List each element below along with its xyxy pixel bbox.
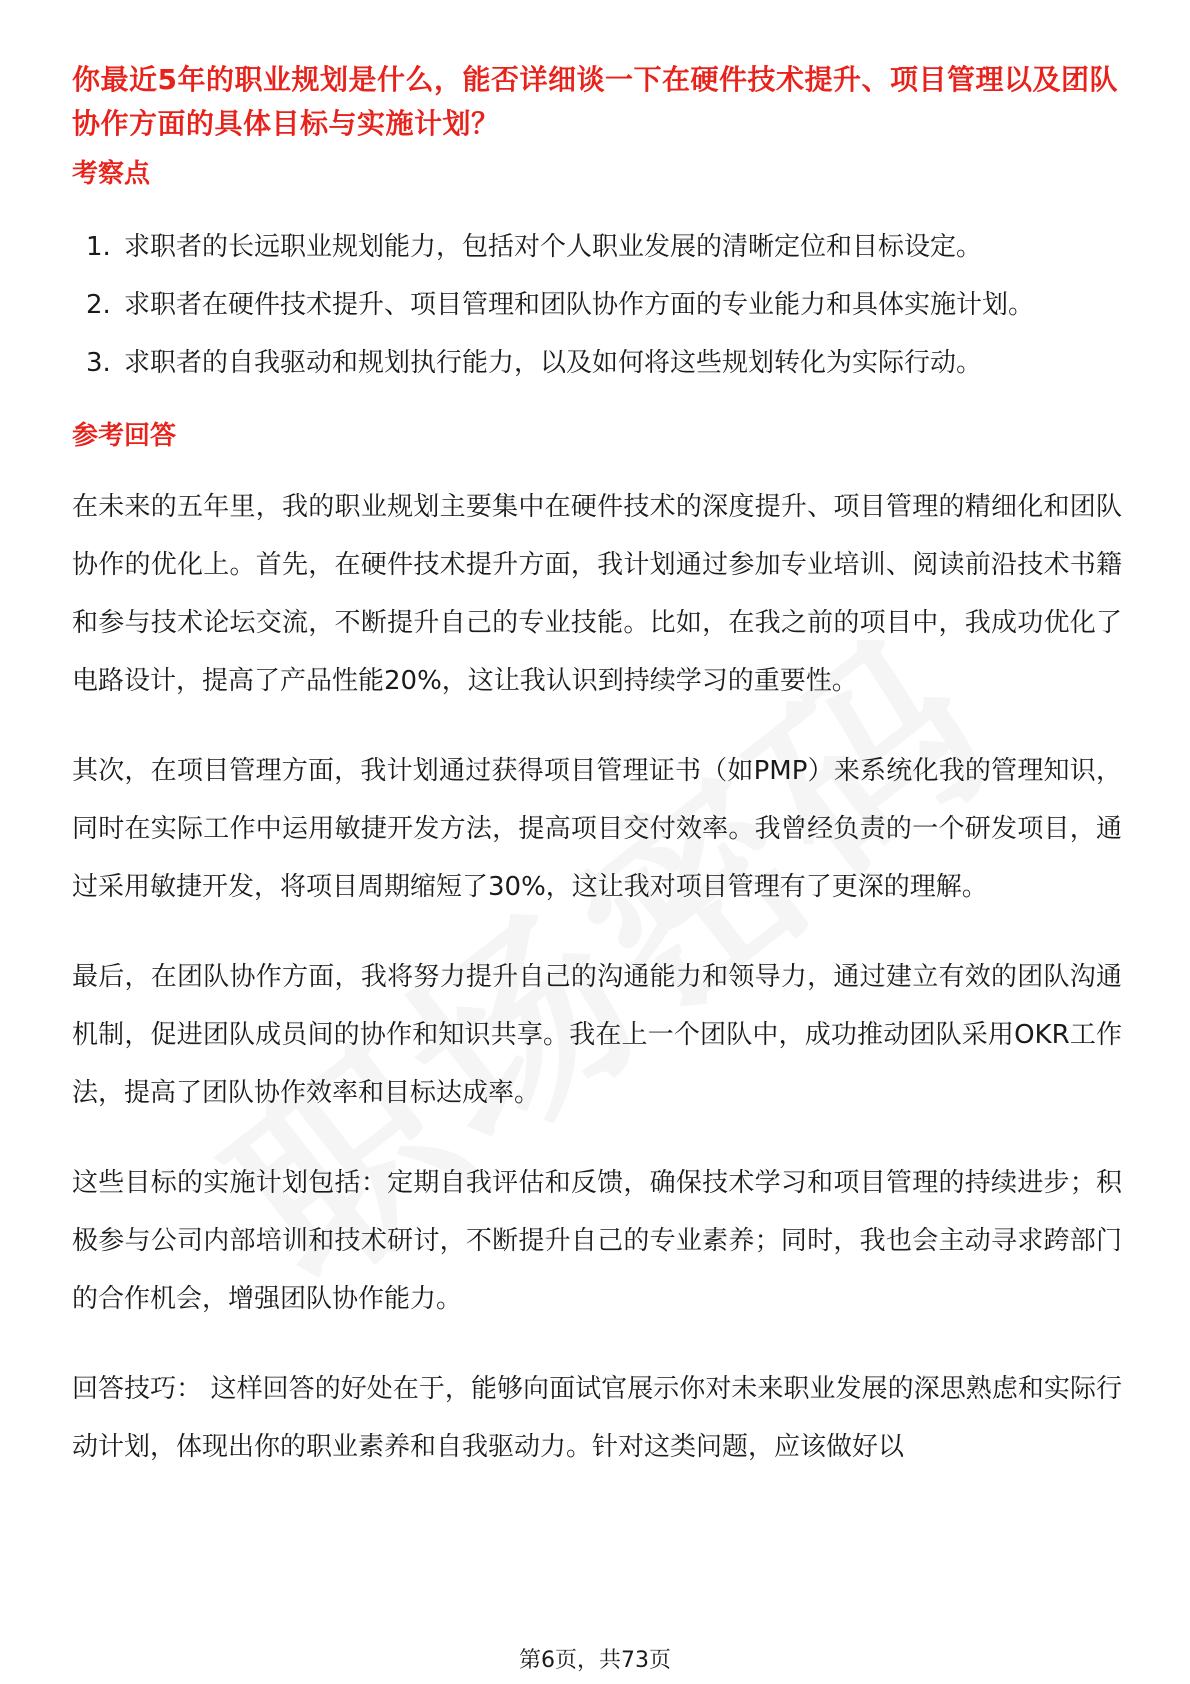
focus-point [72,334,1122,392]
focus-point-text: 求职者的长远职业规划能力，包括对个人职业发展的清晰定位和目标设定。 [124,232,983,262]
focus-point [72,276,1122,334]
answer-tips-paragraph: 回答技巧： 这样回答的好处在于，能够向面试官展示你对未来职业发展的深思熟虑和实际行动计划，体现出你的职业素养和自我驱动力。针对这类问题，应该做好以 [72,1374,1122,1462]
focus-point-number: 3. [86,348,111,378]
focus-point-text: 求职者在硬件技术提升、项目管理和团队协作方面的专业能力和具体实施计划。 [124,290,1035,320]
answer-paragraph: 在未来的五年里，我的职业规划主要集中在硬件技术的深度提升、项目管理的精细化和团队协作的优化上。首先，在硬件技术提升方面，我计划通过参加专业培训、阅读前沿技术书籍和参与技术论坛交流，不断提升自己的专业技能。比如，在我之前的项目中，我成功优化了电路设计，提高了产品性能20%，这让我认识到持续学习的重要性。 [72,492,1122,696]
focus-section-title: 考察点 [72,159,151,189]
answer-section-title: 参考回答 [72,421,177,451]
focus-point [72,218,1122,276]
answer-paragraph: 这些目标的实施计划包括：定期自我评估和反馈，确保技术学习和项目管理的持续进步；积极参与公司内部培训和技术研讨，不断提升自己的专业素养；同时，我也会主动寻求跨部门的合作机会，增强团队协作能力。 [72,1168,1122,1314]
page-number: 第6页，共73页 [519,1648,671,1673]
focus-point-number: 2. [86,290,111,320]
page-content [72,58,1122,1476]
answer-paragraph: 最后，在团队协作方面，我将努力提升自己的沟通能力和领导力，通过建立有效的团队沟通机制，促进团队成员间的协作和知识共享。我在上一个团队中，成功推动团队采用OKR工作法，提高了团队协作效率和目标达成率。 [72,962,1122,1108]
focus-point-text: 求职者的自我驱动和规划执行能力，以及如何将这些规划转化为实际行动。 [124,348,983,378]
focus-point-number: 1. [86,232,111,262]
question-heading: 你最近5年的职业规划是什么，能否详细谈一下在硬件技术提升、项目管理以及团队协作方面的具体目标与实施计划？ [72,63,1118,140]
answer-paragraph: 其次，在项目管理方面，我计划通过获得项目管理证书（如PMP）来系统化我的管理知识，同时在实际工作中运用敏捷开发方法，提高项目交付效率。我曾经负责的一个研发项目，通过采用敏捷开发，将项目周期缩短了30%，这让我对项目管理有了更深的理解。 [72,756,1122,902]
focus-points-list [72,218,1122,392]
